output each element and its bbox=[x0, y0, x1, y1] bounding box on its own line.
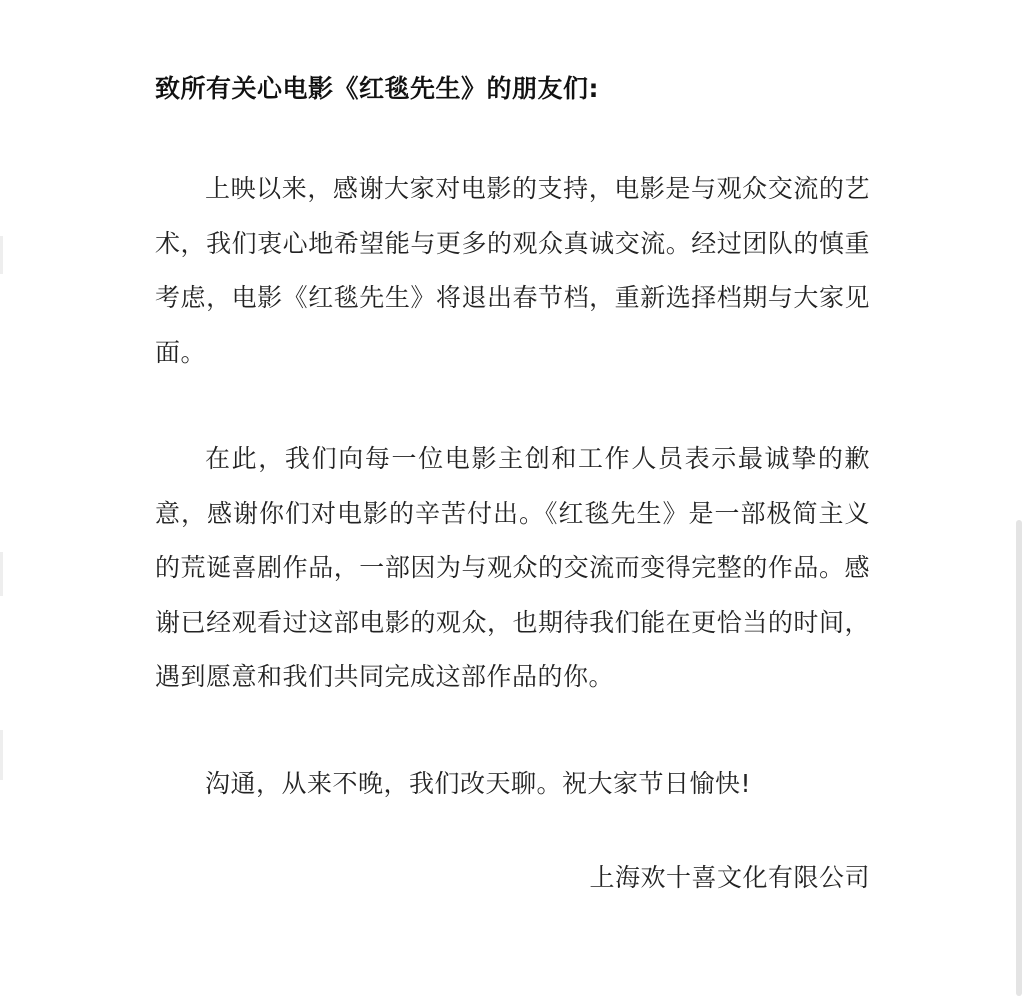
left-edge-divider bbox=[0, 730, 3, 780]
vertical-scrollbar[interactable] bbox=[1012, 0, 1024, 996]
scrollbar-thumb[interactable] bbox=[1016, 520, 1022, 996]
letter-body bbox=[155, 62, 870, 905]
letter-paragraph-1: 上映以来，感谢大家对电影的支持，电影是与观众交流的艺术，我们衷心地希望能与更多的观众真诚交流。经过团队的慎重考虑，电影《红毯先生》将退出春节档，重新选择档期与大家见面。 bbox=[155, 174, 870, 367]
left-edge-divider bbox=[0, 552, 3, 596]
left-edge-divider bbox=[0, 236, 3, 274]
letter-paragraph-2: 在此，我们向每一位电影主创和工作人员表示最诚挚的歉意，感谢你们对电影的辛苦付出。《红毯先生》是一部极简主义的荒诞喜剧作品，一部因为与观众的交流而变得完整的作品。感谢已经观看过这部电影的观众，也期待我们能在更恰当的时间，遇到愿意和我们共同完成这部作品的你。 bbox=[155, 444, 870, 691]
letter-signature: 上海欢十喜文化有限公司 bbox=[589, 863, 870, 892]
letter-salutation: 致所有关心电影《红毯先生》的朋友们: bbox=[155, 74, 599, 103]
letter-paragraph-3: 沟通，从来不晚，我们改天聊。祝大家节日愉快! bbox=[205, 768, 752, 798]
